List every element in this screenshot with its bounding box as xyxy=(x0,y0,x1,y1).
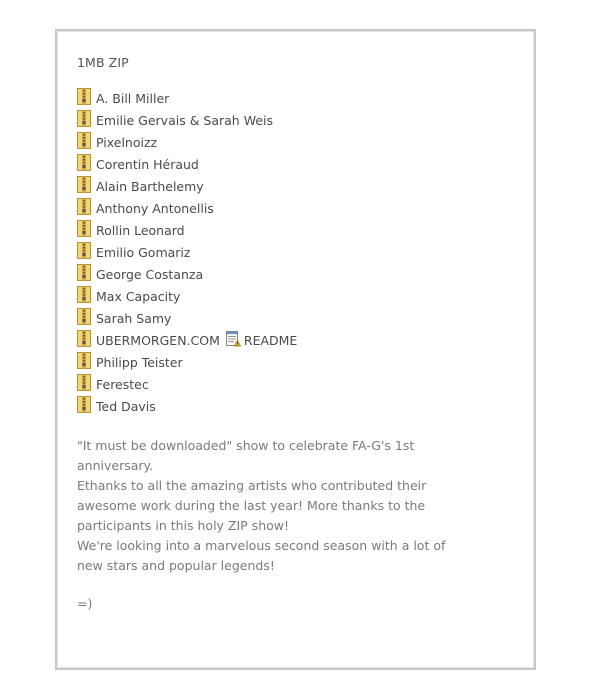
zip-folder-icon xyxy=(77,176,91,193)
file-item-anthony-antonellis[interactable] xyxy=(77,197,297,219)
file-link[interactable]: Rollin Leonard xyxy=(96,222,185,238)
file-item-pixelnoizz[interactable] xyxy=(77,131,297,153)
description-paragraph: We're looking into a marvelous second season with a lot of new stars and popular legends! xyxy=(77,538,446,573)
file-item-ted-davis[interactable] xyxy=(77,395,297,417)
file-item-ferestec[interactable] xyxy=(77,373,297,395)
file-item-george-costanza[interactable] xyxy=(77,263,297,285)
file-link[interactable]: George Costanza xyxy=(96,266,204,282)
description-paragraph: Ethanks to all the amazing artists who contributed their awesome work during the last year! More thanks to the participants in this holy ZIP show! xyxy=(77,478,427,533)
zip-folder-icon xyxy=(77,220,91,237)
zip-folder-icon xyxy=(77,308,91,325)
zip-folder-icon xyxy=(77,242,91,259)
zip-folder-icon xyxy=(77,352,91,369)
readme-notepad-icon[interactable] xyxy=(225,330,241,347)
page-heading: 1MB ZIP xyxy=(77,55,129,70)
file-item-alain-barthelemy[interactable] xyxy=(77,175,297,197)
file-link[interactable]: Emilie Gervais & Sarah Weis xyxy=(96,112,274,128)
content-frame xyxy=(55,29,536,670)
file-link[interactable]: UBERMORGEN.COM xyxy=(96,332,220,348)
file-item-bill-miller[interactable] xyxy=(77,87,297,109)
file-link[interactable]: Ted Davis xyxy=(96,398,156,414)
zip-folder-icon xyxy=(77,110,91,127)
file-link[interactable]: Philipp Teister xyxy=(96,354,183,370)
zip-folder-icon xyxy=(77,154,91,171)
description-paragraph: "It must be downloaded" show to celebrate FA-G's 1st anniversary. xyxy=(77,438,415,473)
zip-folder-icon xyxy=(77,374,91,391)
file-item-emilio-gomariz[interactable] xyxy=(77,241,297,263)
description-text xyxy=(77,436,447,576)
readme-link[interactable]: README xyxy=(243,332,298,348)
zip-file-list xyxy=(77,87,297,417)
file-link[interactable]: Alain Barthelemy xyxy=(96,178,204,194)
zip-folder-icon xyxy=(77,132,91,149)
smiley-text: =) xyxy=(77,596,93,611)
zip-folder-icon xyxy=(77,286,91,303)
file-link[interactable]: Emilio Gomariz xyxy=(96,244,191,260)
file-link[interactable]: Pixelnoizz xyxy=(96,134,158,150)
file-item-gervais-weis[interactable] xyxy=(77,109,297,131)
file-link[interactable]: Anthony Antonellis xyxy=(96,200,214,216)
file-item-philipp-teister[interactable] xyxy=(77,351,297,373)
file-item-sarah-samy[interactable] xyxy=(77,307,297,329)
zip-folder-icon xyxy=(77,88,91,105)
zip-folder-icon xyxy=(77,396,91,413)
file-link[interactable]: Corentin Héraud xyxy=(96,156,199,172)
file-link[interactable]: Ferestec xyxy=(96,376,149,392)
zip-folder-icon xyxy=(77,330,91,347)
file-link[interactable]: A. Bill Miller xyxy=(96,90,170,106)
file-item-ubermorgen[interactable] xyxy=(77,329,297,351)
file-item-rollin-leonard[interactable] xyxy=(77,219,297,241)
file-item-max-capacity[interactable] xyxy=(77,285,297,307)
file-item-corentin-heraud[interactable] xyxy=(77,153,297,175)
file-link[interactable]: Max Capacity xyxy=(96,288,181,304)
zip-folder-icon xyxy=(77,264,91,281)
zip-folder-icon xyxy=(77,198,91,215)
file-link[interactable]: Sarah Samy xyxy=(96,310,172,326)
